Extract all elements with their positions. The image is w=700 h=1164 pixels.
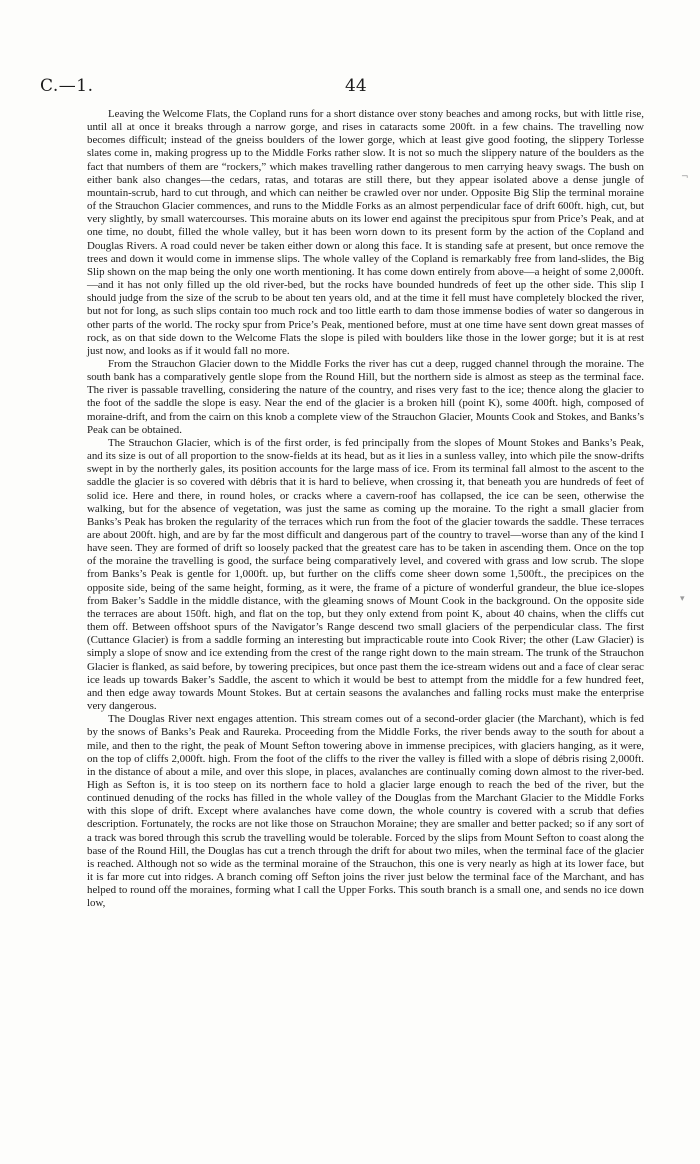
paragraph-strauchon-glacier: The Strauchon Glacier, which is of the first order, is fed principally from the slopes of Mount Stokes and Banks’s Peak, and its size is out of all proportion to the snow-fields at its head, but as it lies in a sunless valley, into which pile the snow-drifts swept in by the northerly gales, its position accounts for the large mass of ice. From its terminal fall almost to the ascent to the saddle the glacier is so covered with débris that it is hard to believe, when crossing it, that beneath you are hundreds of feet of solid ice. Here and there, in round holes, or cracks where a cavern-roof has collapsed, the ice can be seen, otherwise the walking, but for the absence of vegetation, was just the same as coming up the moraine. To the right a small glacier from Banks’s Peak has broken the regularity of the terraces which run from the foot of the glacier towards the saddle. These terraces are about 200ft. high, and are by far the most difficult and dangerous part of the country to travel—worse than any of the kind I have seen. They are formed of drift so loosely packed that the greatest care has to be taken in ascending them. Once on the top of the moraine the travelling is good, the surface being comparatively level, and covered with grass and low scrub. The slope from Banks’s Peak is gentle for 1,000ft. up, but further on the cliffs come sheer down some 1,500ft., the precipices on the opposite side, being of the same height, forming, as it were, the frame of a picture of wonderful grandeur, the blue ice-slopes from Baker’s Saddle in the middle distance, with the gleaming snows of Mount Cook in the background. On the opposite side the terraces are about 150ft. high, and flat on the top, but they only extend from point K, about 40 chains, when the cliffs cut them off. Between offshoot spurs of the Navigator’s Range descend two small glaciers of the perpendicular class. The first (Cuttance Glacier) is from a saddle forming an interesting but impracticable route into Cook River; the other (Law Glacier) is simply a slope of snow and ice extending from the crest of the range right down to the main stream. The trunk of the Strauchon Glacier is flanked, as said before, by towering precipices, but once past them the ice-stream widens out and a face of clear serac ice leads up towards Baker’s Saddle, the ascent to which it would be best to attempt from the middle for a few hundred feet, and then edge away towards Mount Stokes. But at certain seasons the avalanches and falling rocks must make the enterprise very dangerous.	[87, 436, 644, 713]
paragraph-douglas-river: The Douglas River next engages attention. This stream comes out of a second-order glacier (the Marchant), which is fed by the snows of Banks’s Peak and Raureka. Proceeding from the Middle Forks, the river bends away to the south for about a mile, and then to the right, the peak of Mount Sefton towering above in immense precipices, with glaciers hanging, as it were, on the top of cliffs 2,000ft. high. From the foot of the cliffs to the river the valley is filled with a slope of débris rising 2,000ft. in the distance of about a mile, and over this slope, in places, avalanches are continually coming down almost to the river-bed. High as Sefton is, it is too steep on its northern face to hold a glacier large enough to reach the bed of the river, but the continued denuding of the rocks has filled in the whole valley of the Douglas from the Marchant Glacier to the Middle Forks with this slope of drift. Except where avalanches have come down, the whole country is covered with a scrub that defies description. Fortunately, the rocks are not like those on Strauchon Moraine; they are smaller and better packed; so if any sort of a track was bored through this scrub the travelling would be tolerable. Forced by the slips from Mount Sefton to coast along the base of the Round Hill, the Douglas has cut a trench through the drift for about two miles, when the terminal face of the glacier is reached. Although not so wide as the terminal moraine of the Strauchon, this one is very nearly as high at its lower face, but it is far more cut into ridges. A branch coming off Sefton joins the river just below the terminal face of the Marchant, and has helped to round off the moraines, forming what I call the Upper Forks. This south branch is a small one, and sends no ice down low,	[87, 713, 644, 910]
document-reference: C.—1.	[40, 76, 94, 96]
paragraph-copland-gorge: Leaving the Welcome Flats, the Copland runs for a short distance over stony beaches and among rocks, but with little rise, until all at once it breaks through a narrow gorge, and rises in cataracts some 200ft. in a few chains. The travelling now becomes difficult; instead of the gneiss boulders of the lower gorge, which at least give good footing, the slippery Torlesse slates come in, making progress up to the Middle Forks rather slow. It is not so much the slippery nature of the boulders as the fact that numbers of them are “rockers,” which makes travelling rather dangerous to men carrying heavy swags. The bush on either bank also changes—the cedars, ratas, and totaras are still there, but they appear isolated above a dense jungle of mountain-scrub, hard to cut through, and which can neither be crawled over nor under. Opposite Big Slip the terminal moraine of the Strauchon Glacier commences, and runs to the Middle Forks as an almost perpendicular face of drift 600ft. high, cut, but very slightly, by small watercourses. This moraine abuts on its lower end against the precipitous spur from Price’s Peak, and at one time, no doubt, filled the whole valley, but it has been worn down to its present form by the action of the Copland and Douglas Rivers. A road could never be taken either down or along this face. It is standing safe at present, but once remove the trees and down it would come in immense slips. The whole valley of the Copland is remarkably free from land-slides, the Big Slip shown on the map being the only one worth mentioning. It has come down entirely from above—a height of some 2,000ft.—and it has not only filled up the old river-bed, but the rocks have bounded hundreds of feet up the other side. This slip I should judge from the size of the scrub to be about ten years old, and at the time it fell must have completely blocked the river, but not for long, as such slips contain too much rock and too little earth to dam those immense bodies of water so dangerous in other parts of the world. The rocky spur from Price’s Peak, mentioned before, must at one time have sent down great masses of rock, as on that side down to the Welcome Flats the slope is piled with boulders like those in the lower gorge; but it is at rest just now, and looks as if it would fall no more.	[87, 108, 644, 357]
page-header	[40, 76, 660, 98]
margin-mark: ▾	[680, 594, 685, 604]
margin-mark: ¬	[681, 172, 689, 182]
body-text	[87, 108, 644, 911]
paragraph-strauchon-channel: From the Strauchon Glacier down to the Middle Forks the river has cut a deep, rugged channel through the moraine. The south bank has a comparatively gentle slope from the Round Hill, but the northern side is almost as steep as the terminal face. The river is passable travelling, considering the nature of the country, and rises very fast to the ice; thence along the glacier to the foot of the saddle the slope is easy. Near the end of the glacier is a broken hill (point K), some 400ft. high, composed of moraine-drift, and from the cairn on this knob a complete view of the Strauchon Glacier, Mounts Cook and Stokes, and Banks’s Peak can be obtained.	[87, 357, 644, 436]
page-number: 44	[345, 76, 367, 96]
